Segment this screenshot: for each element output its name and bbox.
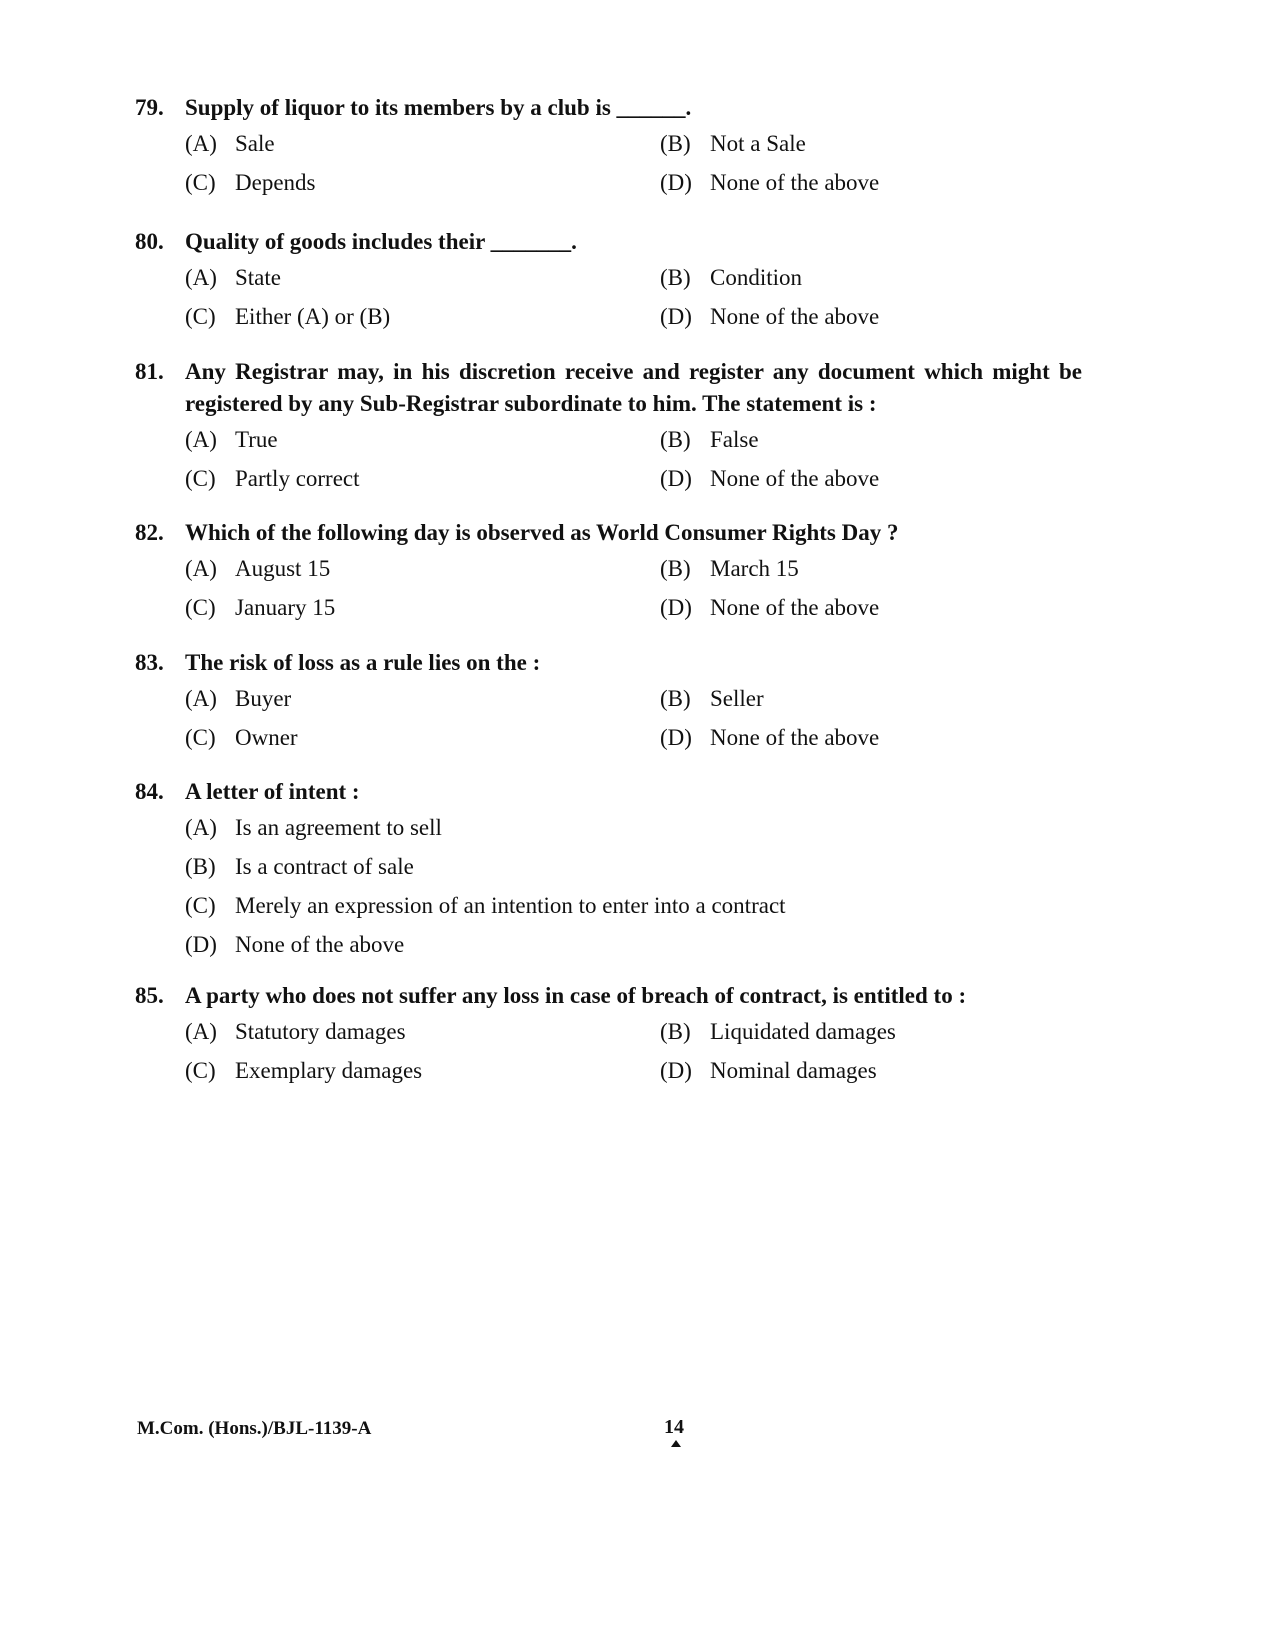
option-label: (C) [185, 725, 216, 750]
page-number: 14 [664, 1416, 684, 1438]
option-label: (A) [185, 1019, 217, 1044]
option-text: Merely an expression of an intention to enter into a contract [235, 893, 786, 918]
question-83 [135, 647, 1082, 754]
option-a [185, 553, 660, 585]
option-label: (C) [185, 466, 216, 491]
question-85 [135, 980, 1082, 1087]
option-d [185, 929, 1082, 961]
option-text: True [235, 427, 278, 452]
option-d [660, 463, 1082, 495]
option-text: August 15 [235, 556, 331, 581]
question-header [135, 517, 1082, 549]
option-text: Nominal damages [710, 1058, 877, 1083]
question-text: The risk of loss as a rule lies on the : [185, 650, 541, 675]
question-header [135, 356, 1082, 420]
question-header [135, 226, 1082, 258]
option-b [660, 553, 1082, 585]
option-label: (C) [185, 170, 216, 195]
option-b [660, 683, 1082, 715]
question-82 [135, 517, 1082, 624]
option-c [185, 167, 660, 199]
option-label: (A) [185, 265, 217, 290]
option-text: Not a Sale [710, 131, 806, 156]
option-text: Is an agreement to sell [235, 815, 442, 840]
option-a [185, 1016, 660, 1048]
question-text: Supply of liquor to its members by a club is ______. [185, 95, 692, 120]
question-text: Any Registrar may, in his discretion receive and register any document which might be registered by any Sub-Registrar subordinate to him. The statement is : [185, 359, 1082, 416]
option-label: (A) [185, 556, 217, 581]
option-label: (B) [660, 686, 691, 711]
option-label: (A) [185, 686, 217, 711]
option-text: Condition [710, 265, 803, 290]
options [185, 424, 1082, 495]
option-text: January 15 [235, 595, 336, 620]
option-text: Depends [235, 170, 316, 195]
option-text: Sale [235, 131, 275, 156]
question-number: 82. [135, 520, 164, 545]
options [185, 683, 1082, 754]
option-text: State [235, 265, 281, 290]
option-label: (B) [660, 131, 691, 156]
option-a [185, 683, 660, 715]
option-c [185, 592, 660, 624]
option-b [660, 424, 1082, 456]
option-label: (D) [660, 725, 692, 750]
option-label: (B) [185, 854, 216, 879]
option-label: (C) [185, 595, 216, 620]
option-label: (A) [185, 427, 217, 452]
question-80 [135, 226, 1082, 333]
option-label: (B) [660, 427, 691, 452]
question-text: Which of the following day is observed as World Consumer Rights Day ? [185, 520, 899, 545]
question-number: 85. [135, 983, 164, 1008]
option-label: (D) [660, 595, 692, 620]
option-label: (C) [185, 893, 216, 918]
question-text: Quality of goods includes their _______. [185, 229, 577, 254]
option-label: (B) [660, 265, 691, 290]
option-label: (D) [660, 466, 692, 491]
question-text: A party who does not suffer any loss in case of breach of contract, is entitled to : [185, 983, 967, 1008]
option-label: (D) [660, 1058, 692, 1083]
option-text: None of the above [235, 932, 405, 957]
option-text: Liquidated damages [710, 1019, 896, 1044]
page-marker-icon [671, 1440, 681, 1447]
option-d [660, 722, 1082, 754]
question-number: 84. [135, 779, 164, 804]
question-header [135, 92, 1082, 124]
question-header [135, 647, 1082, 679]
option-label: (C) [185, 1058, 216, 1083]
option-text: Buyer [235, 686, 292, 711]
question-header [135, 980, 1082, 1012]
option-c [185, 890, 1082, 922]
question-84 [135, 776, 1082, 961]
options [185, 128, 1082, 199]
options [185, 553, 1082, 624]
option-text: None of the above [710, 466, 880, 491]
option-text: None of the above [710, 170, 880, 195]
option-b [660, 128, 1082, 160]
question-header [135, 776, 1082, 808]
options [185, 262, 1082, 333]
question-number: 80. [135, 229, 164, 254]
option-text: Statutory damages [235, 1019, 406, 1044]
option-label: (B) [660, 1019, 691, 1044]
option-text: Seller [710, 686, 764, 711]
footer-paper-code: M.Com. (Hons.)/BJL-1139-A [137, 1418, 372, 1439]
option-d [660, 167, 1082, 199]
option-label: (D) [185, 932, 217, 957]
option-text: Owner [235, 725, 298, 750]
option-a [185, 424, 660, 456]
option-text: Is a contract of sale [235, 854, 414, 879]
option-text: Either (A) or (B) [235, 304, 391, 329]
option-label: (D) [660, 170, 692, 195]
question-81 [135, 356, 1082, 495]
option-d [660, 1055, 1082, 1087]
question-number: 79. [135, 95, 164, 120]
option-c [185, 463, 660, 495]
options [185, 1016, 1082, 1087]
question-number: 81. [135, 359, 164, 384]
option-text: Partly correct [235, 466, 360, 491]
option-text: False [710, 427, 759, 452]
option-d [660, 592, 1082, 624]
option-c [185, 301, 660, 333]
option-c [185, 1055, 660, 1087]
question-text: A letter of intent : [185, 779, 360, 804]
option-b [660, 1016, 1082, 1048]
option-a [185, 262, 660, 294]
option-text: None of the above [710, 595, 880, 620]
options [185, 812, 1082, 961]
option-text: Exemplary damages [235, 1058, 423, 1083]
option-label: (B) [660, 556, 691, 581]
option-text: None of the above [710, 304, 880, 329]
option-label: (A) [185, 815, 217, 840]
option-b [660, 262, 1082, 294]
option-label: (D) [660, 304, 692, 329]
option-c [185, 722, 660, 754]
option-b [185, 851, 1082, 883]
option-label: (C) [185, 304, 216, 329]
option-text: None of the above [710, 725, 880, 750]
option-text: March 15 [710, 556, 799, 581]
option-d [660, 301, 1082, 333]
option-a [185, 812, 1082, 844]
option-a [185, 128, 660, 160]
question-number: 83. [135, 650, 164, 675]
option-label: (A) [185, 131, 217, 156]
question-79 [135, 92, 1082, 199]
